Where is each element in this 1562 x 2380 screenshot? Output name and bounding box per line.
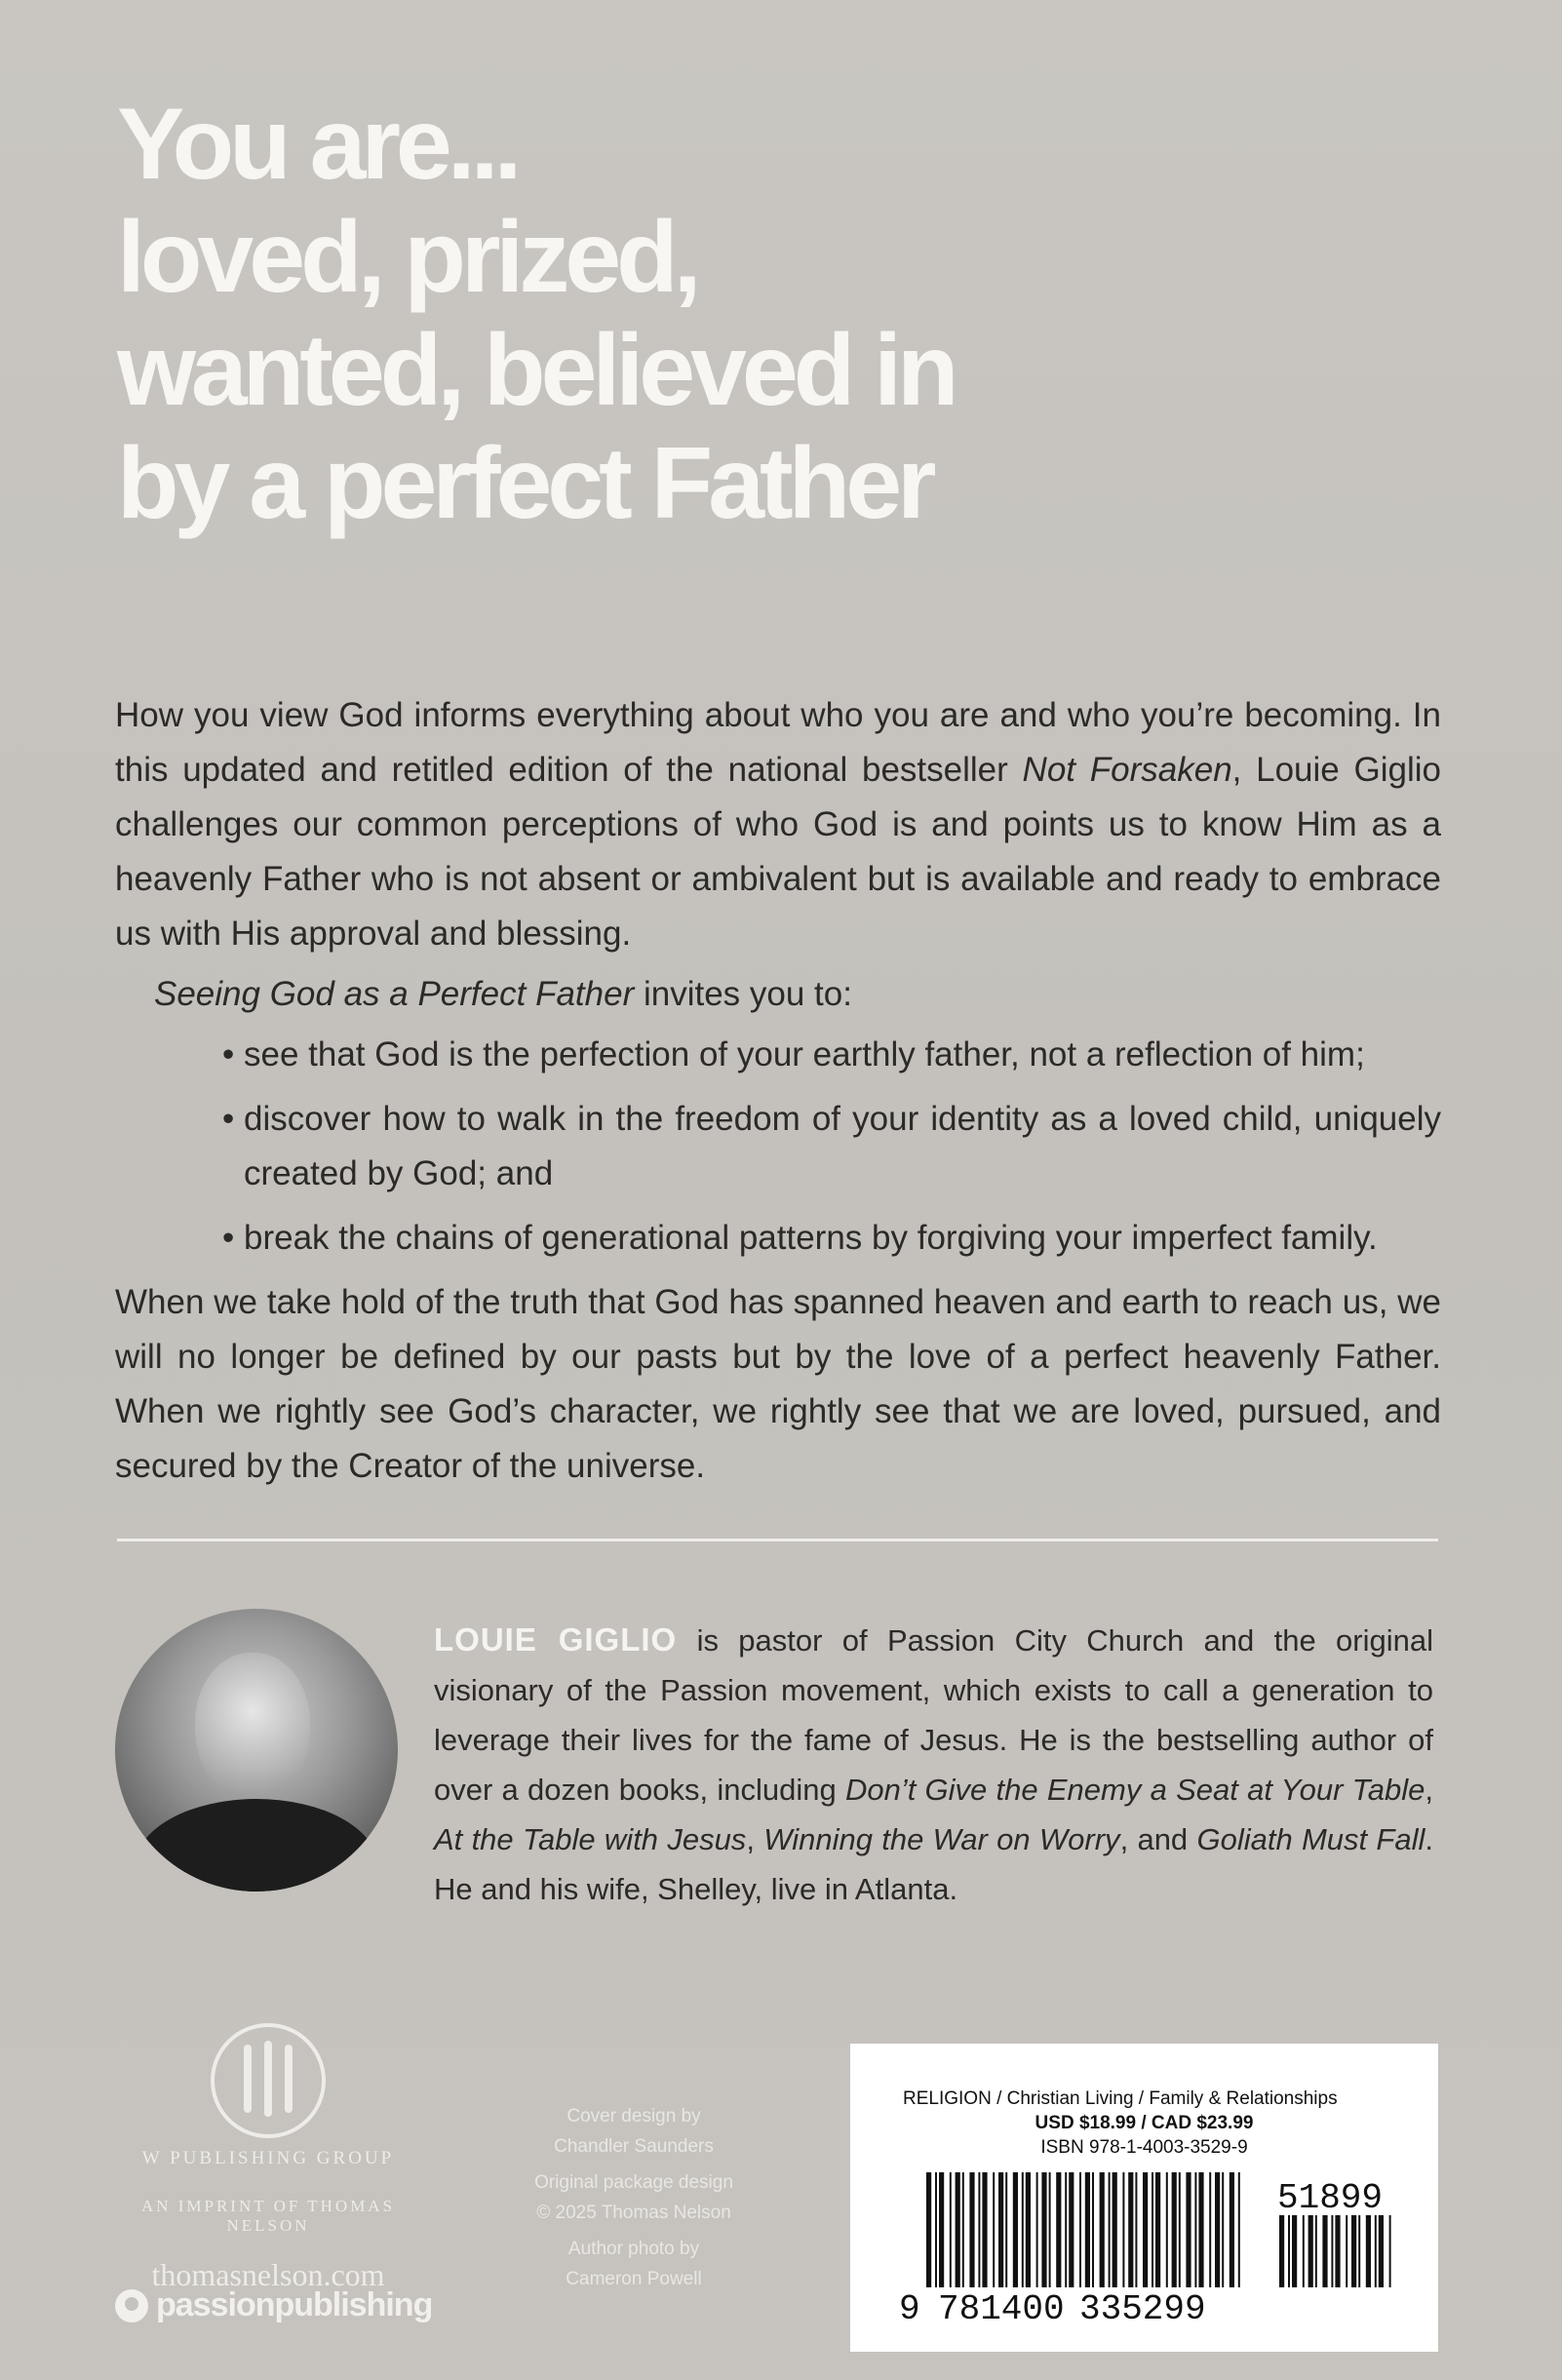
barcode-bar xyxy=(1109,2172,1111,2287)
barcode-bar xyxy=(1056,2172,1061,2287)
barcode-bar xyxy=(1036,2172,1038,2287)
barcode-right-digits: 335299 xyxy=(1079,2289,1206,2329)
credit-line: Cover design by xyxy=(566,2106,701,2126)
barcode-bar xyxy=(1389,2215,1391,2287)
barcode-bar xyxy=(1085,2172,1090,2287)
bio-text: is pastor of Passion City Church and the original visionary of the Passion movement, which exists to call a generation to leverage their lives for the fame of Jesus. He is the bestselling author of over a dozen books, including xyxy=(434,1623,1433,1807)
barcode-bar xyxy=(926,2172,931,2287)
barcode-bar xyxy=(1375,2215,1377,2287)
list-item xyxy=(115,1092,1441,1201)
barcode-bar xyxy=(1194,2172,1196,2287)
barcode-bar xyxy=(1049,2172,1051,2287)
bio-separator: , and xyxy=(1119,1822,1197,1856)
barcode-bar xyxy=(1100,2172,1105,2287)
barcode-bar xyxy=(1128,2172,1133,2287)
barcode-bar xyxy=(1346,2215,1347,2287)
barcode-bar xyxy=(1092,2172,1094,2287)
barcode-bar xyxy=(1069,2172,1074,2287)
bullet-text: break the chains of generational patterns by forgiving your imperfect family. xyxy=(244,1219,1378,1257)
passion-publishing-text: passionpublishing xyxy=(156,2286,433,2323)
credit-line: Author photo by xyxy=(567,2239,700,2259)
bullet-text: see that God is the perfection of your earthly father, not a reflection of him; xyxy=(244,1035,1365,1073)
author-photo xyxy=(115,1609,398,1892)
passion-publishing-logo xyxy=(115,2286,432,2324)
headline xyxy=(117,88,1385,540)
barcode-bar xyxy=(1166,2172,1168,2287)
bisac-category: RELIGION / Christian Living / Family & Relationships xyxy=(903,2088,1338,2109)
headline-line-1: You are... xyxy=(117,88,518,201)
headline-line-3: wanted, believed in xyxy=(117,314,955,427)
book-title: Seeing God as a Perfect Father xyxy=(154,975,635,1013)
price: USD $18.99 / CAD $23.99 xyxy=(1035,2113,1254,2133)
author-photo-head xyxy=(195,1653,310,1799)
description-paragraph-1 xyxy=(115,688,1441,961)
barcode-bar xyxy=(1238,2172,1240,2287)
isbn: ISBN 978-1-4003-3529-9 xyxy=(1040,2137,1248,2158)
bullet-icon: • xyxy=(222,1219,235,1257)
cover-credit xyxy=(517,2101,751,2162)
publisher-group: W PUBLISHING GROUP xyxy=(141,2148,395,2168)
barcode-bar xyxy=(1079,2172,1081,2287)
bullet-icon: • xyxy=(222,1035,235,1073)
publisher-block xyxy=(107,2023,429,2293)
author-name: LOUIE GIGLIO xyxy=(434,1621,678,1658)
description-intro xyxy=(115,967,1441,1022)
book-title-reference: Not Forsaken xyxy=(1022,751,1232,789)
bullet-text: discover how to walk in the freedom of your identity as a loved child, uniquely created by God; and xyxy=(244,1100,1441,1192)
barcode-bar xyxy=(1335,2215,1340,2287)
package-credit xyxy=(517,2167,751,2228)
barcode-bar xyxy=(935,2172,937,2287)
barcode-bar xyxy=(939,2172,944,2287)
barcode-bar xyxy=(1013,2172,1018,2287)
barcode-bar xyxy=(1379,2215,1384,2287)
barcode-bar xyxy=(1331,2215,1333,2287)
credit-line: © 2025 Thomas Nelson xyxy=(536,2203,731,2223)
barcode-bar xyxy=(1322,2215,1327,2287)
bullet-list xyxy=(115,1028,1441,1266)
barcode-bar xyxy=(962,2172,964,2287)
barcode-bar xyxy=(1351,2215,1356,2287)
barcode-bar xyxy=(982,2172,987,2287)
barcode-bar xyxy=(1222,2172,1224,2287)
credit-line: Cameron Powell xyxy=(566,2269,702,2289)
barcode xyxy=(850,2044,1438,2352)
publisher-website: thomasnelson.com xyxy=(151,2257,385,2292)
barcode-supplement-digits: 51899 xyxy=(1277,2178,1384,2218)
book-title: Winning the War on Worry xyxy=(763,1822,1120,1856)
barcode-bar xyxy=(1230,2172,1234,2287)
barcode-bar xyxy=(1152,2172,1153,2287)
description-closing: When we take hold of the truth that God has spanned heaven and earth to reach us, we will no longer be defined by our pasts but by the love of a perfect heavenly Father. When we rightly see God’s character, we rightly see that we are loved, pursued, and secured by the Creator of the universe. xyxy=(115,1283,1441,1485)
barcode-bar xyxy=(950,2172,952,2287)
barcode-bar xyxy=(956,2172,960,2287)
author-bio xyxy=(434,1615,1433,1914)
photo-credit xyxy=(517,2234,751,2294)
barcode-bar xyxy=(1113,2172,1117,2287)
barcode-bar xyxy=(998,2172,1003,2287)
supplement-barcode-bars xyxy=(1279,2215,1391,2287)
price-barcode-box xyxy=(850,2044,1438,2352)
barcode-bar xyxy=(1315,2215,1317,2287)
publisher-imprint: AN IMPRINT OF THOMAS NELSON xyxy=(140,2197,396,2235)
barcode-bar xyxy=(1022,2172,1024,2287)
barcode-left-digits: 781400 xyxy=(938,2289,1065,2329)
author-photo-shirt xyxy=(135,1799,378,1892)
bullet-icon: • xyxy=(222,1100,235,1138)
book-title: At the Table with Jesus xyxy=(434,1822,747,1856)
passion-logo-icon xyxy=(115,2289,148,2322)
list-item xyxy=(115,1211,1441,1266)
book-description xyxy=(115,688,1441,1494)
barcode-bar xyxy=(1122,2172,1124,2287)
divider xyxy=(117,1539,1438,1541)
barcode-bar xyxy=(1065,2172,1067,2287)
barcode-bar xyxy=(1026,2172,1031,2287)
bio-separator: , xyxy=(746,1822,764,1856)
book-title: Goliath Must Fall xyxy=(1196,1822,1425,1856)
barcode-bar xyxy=(1179,2172,1181,2287)
barcode-bar xyxy=(1209,2172,1211,2287)
barcode-bar xyxy=(1308,2215,1313,2287)
description-text: How you view God informs everything about who you are and who you’re becoming. In this updated and retitled edition of the national bestseller xyxy=(115,696,1441,789)
barcode-bar xyxy=(1005,2172,1007,2287)
headline-line-4: by a perfect Father xyxy=(117,427,932,540)
barcode-prefix-digit: 9 xyxy=(899,2289,920,2329)
barcode-bar xyxy=(1292,2215,1297,2287)
barcode-bar xyxy=(1279,2215,1284,2287)
isbn-barcode-bars xyxy=(926,2172,1240,2287)
w-publishing-logo-icon xyxy=(211,2023,326,2138)
headline-line-2: loved, prized, xyxy=(117,201,697,314)
bio-text: . He and his wife, Shelley, live in Atlanta. xyxy=(434,1822,1434,1906)
barcode-bar xyxy=(1143,2172,1148,2287)
list-item xyxy=(115,1028,1441,1082)
barcode-bar xyxy=(1358,2215,1360,2287)
barcode-bar xyxy=(969,2172,974,2287)
barcode-bar xyxy=(1135,2172,1137,2287)
barcode-bar xyxy=(1366,2215,1371,2287)
barcode-bar xyxy=(1288,2215,1290,2287)
barcode-bar xyxy=(993,2172,995,2287)
barcode-bar xyxy=(1215,2172,1220,2287)
design-credits xyxy=(517,2101,751,2300)
credit-line: Chandler Saunders xyxy=(554,2136,714,2157)
barcode-bar xyxy=(1172,2172,1177,2287)
barcode-bar xyxy=(978,2172,980,2287)
barcode-bar xyxy=(1186,2172,1191,2287)
book-title: Don’t Give the Enemy a Seat at Your Table xyxy=(844,1773,1425,1807)
description-text: , Louie Giglio challenges our common perceptions of who God is and points us to know Him as a heavenly Father who is not absent or ambivalent but is available and ready to embrace us with His approval and blessing. xyxy=(115,751,1441,953)
bio-separator: , xyxy=(1425,1773,1433,1807)
barcode-bar xyxy=(1303,2215,1305,2287)
barcode-bar xyxy=(1155,2172,1160,2287)
barcode-bar xyxy=(1198,2172,1203,2287)
credit-line: Original package design xyxy=(534,2172,733,2193)
barcode-bar xyxy=(1041,2172,1046,2287)
intro-text: invites you to: xyxy=(634,975,852,1013)
